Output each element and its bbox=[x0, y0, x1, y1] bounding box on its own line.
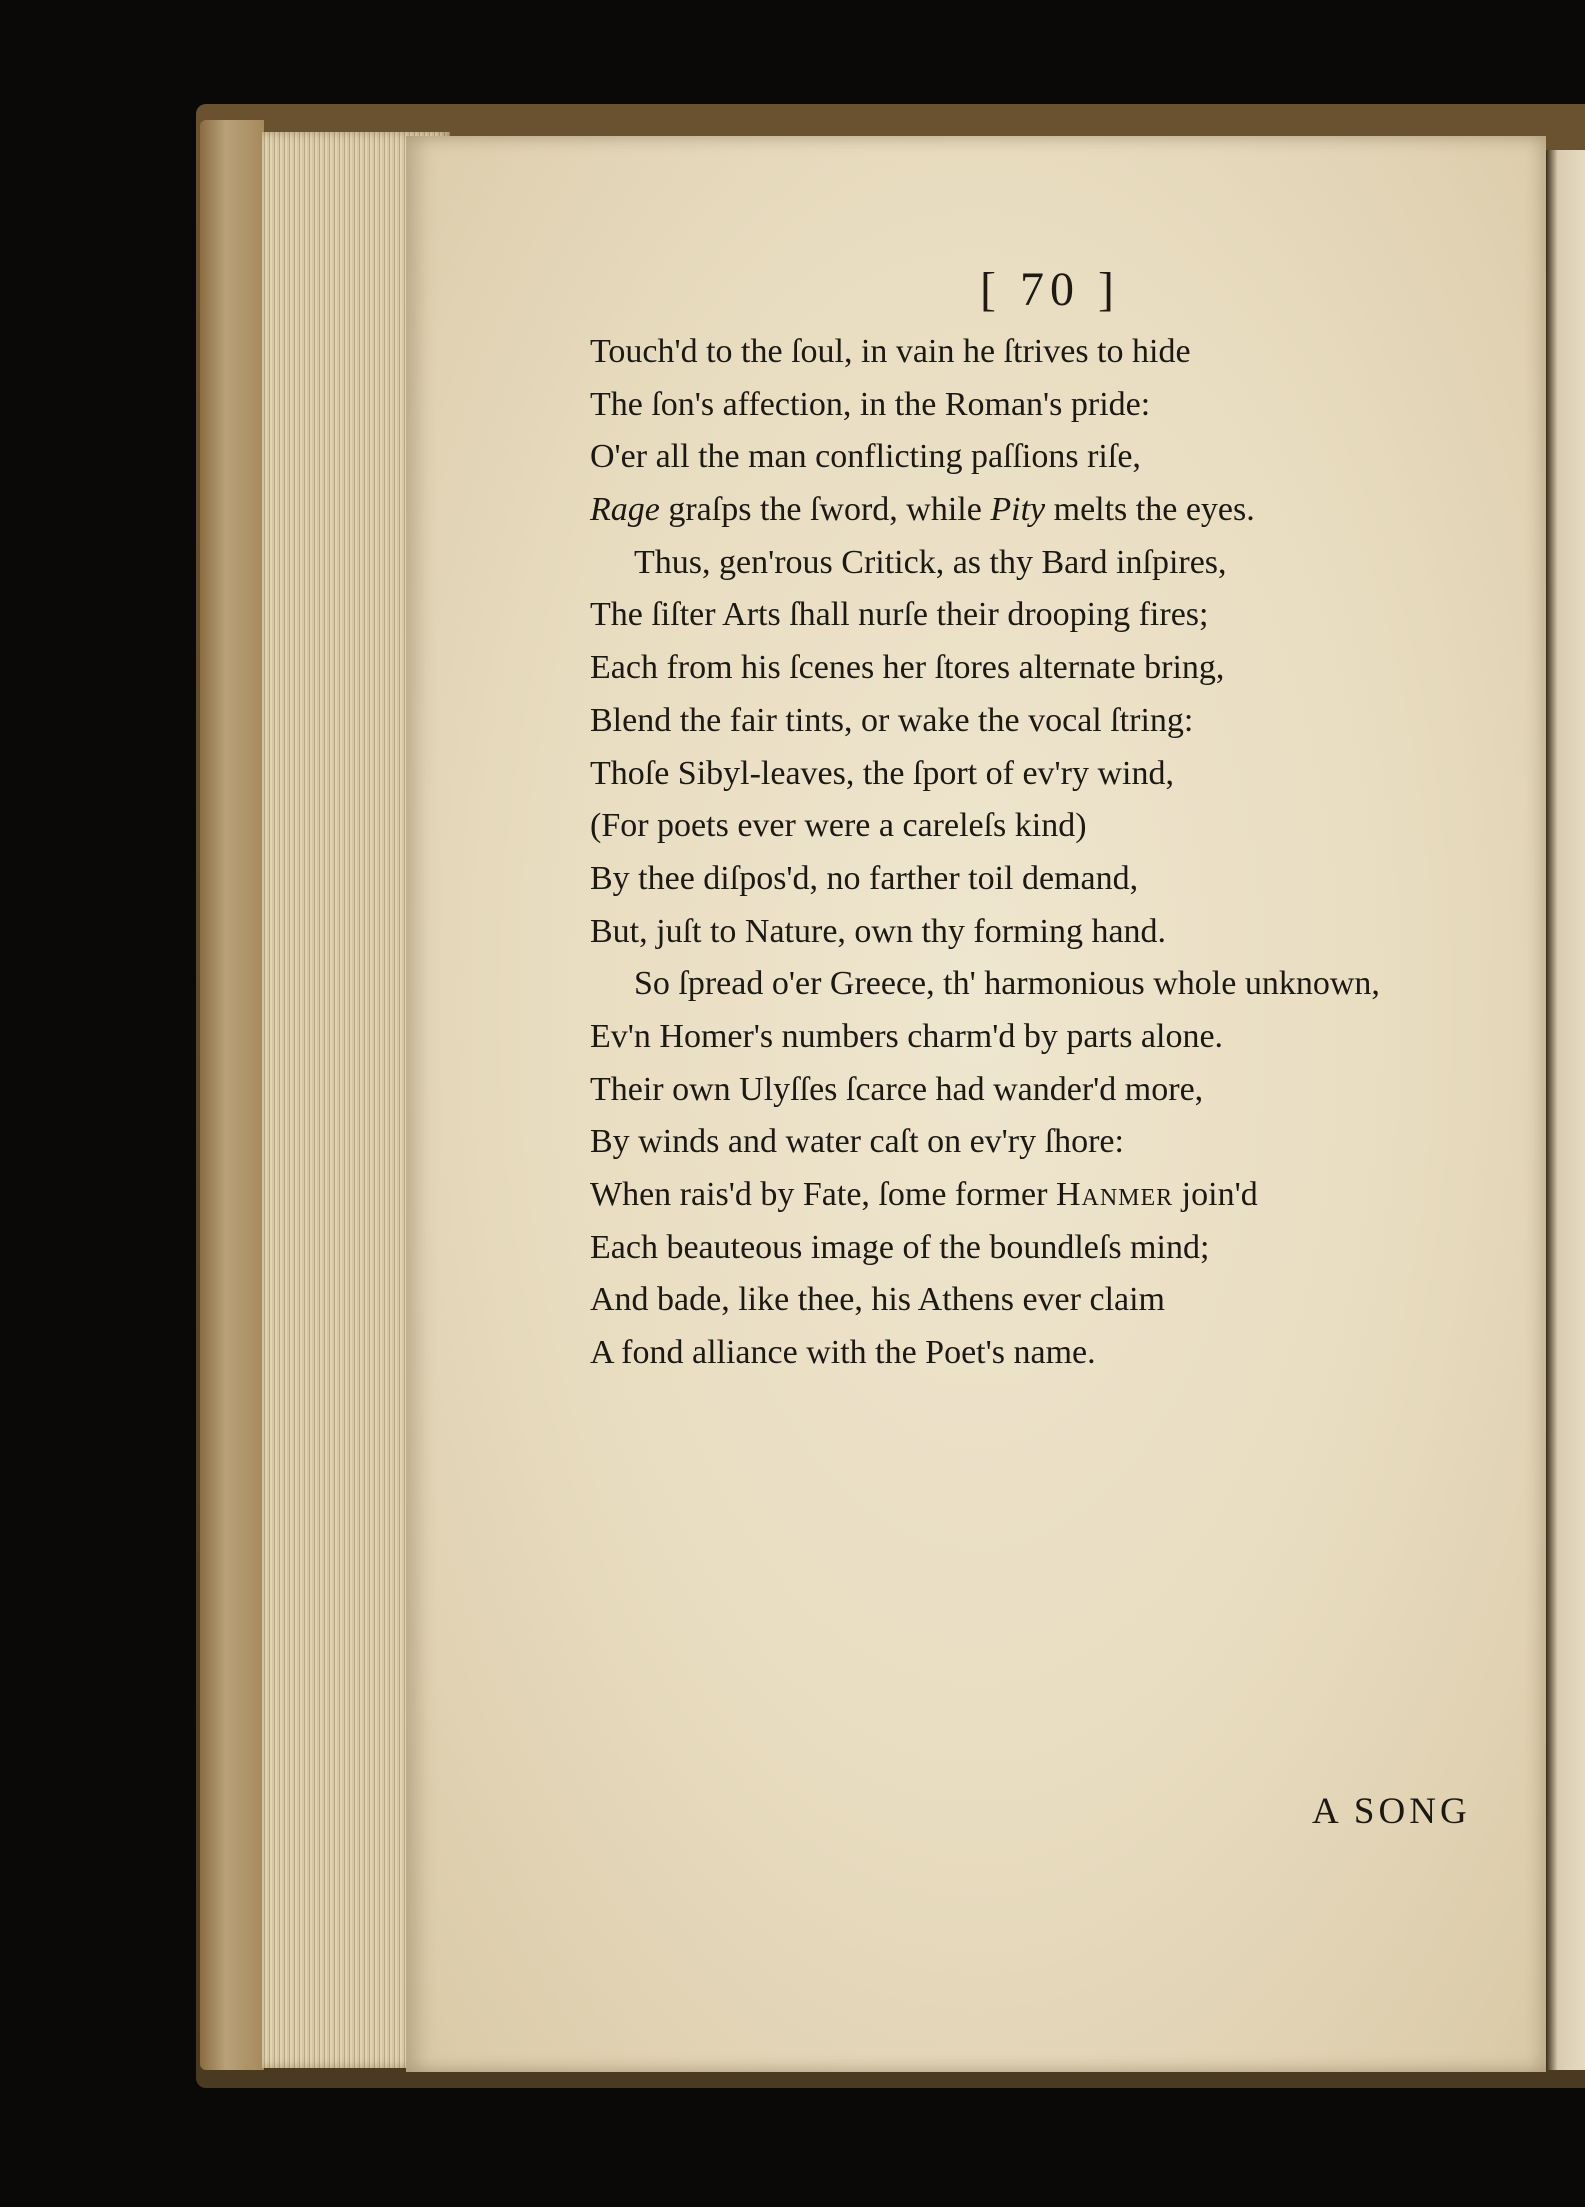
book-spine-edge bbox=[200, 120, 264, 2070]
poem-line: Thoſe Sibyl-leaves, the ſport of ev'ry wind, bbox=[590, 754, 1174, 792]
poem-line-part: melts the eyes. bbox=[1045, 491, 1255, 529]
poem-line: By thee diſpos'd, no farther toil demand, bbox=[590, 859, 1139, 897]
poem-line bbox=[590, 1169, 1530, 1222]
poem-line: The ſiſter Arts ſhall nurſe their drooping fires; bbox=[590, 596, 1209, 634]
poem-line: So ſpread o'er Greece, th' harmonious whole unknown, bbox=[634, 965, 1380, 1003]
poem-line: By winds and water caſt on ev'ry ſhore: bbox=[590, 1123, 1124, 1161]
poem-line: Their own Ulyſſes ſcarce had wander'd more, bbox=[590, 1070, 1204, 1108]
poem-line: Touch'd to the ſoul, in vain he ſtrives to hide bbox=[590, 333, 1191, 370]
poem-line: And bade, like thee, his Athens ever claim bbox=[590, 1281, 1165, 1319]
poem-line bbox=[590, 484, 1530, 537]
poem-line: (For poets ever were a careleſs kind) bbox=[590, 807, 1087, 845]
italic-word: Rage bbox=[590, 491, 660, 529]
small-caps-name: Hanmer bbox=[1055, 1176, 1174, 1213]
italic-word: Pity bbox=[990, 491, 1046, 529]
poem-line-part: join'd bbox=[1173, 1176, 1258, 1213]
poem-line-part: When rais'd by Fate, ſome former bbox=[590, 1176, 1056, 1213]
poem-line: Ev'n Homer's numbers charm'd by parts alone. bbox=[590, 1017, 1224, 1055]
poem-line: The ſon's affection, in the Roman's pride: bbox=[590, 385, 1151, 423]
poem-line: Each from his ſcenes her ſtores alternate bring, bbox=[590, 649, 1225, 687]
poem-line: Thus, gen'rous Critick, as thy Bard inſpires, bbox=[634, 543, 1227, 581]
poem-line: O'er all the man conflicting paſſions riſe, bbox=[590, 438, 1141, 476]
poem-line: Blend the fair tints, or wake the vocal ſtring: bbox=[590, 701, 1194, 739]
poem-text bbox=[590, 326, 1530, 1380]
poem-line: But, juſt to Nature, own thy forming hand. bbox=[590, 912, 1167, 950]
poem-line-part: graſps the ſword, while bbox=[659, 491, 991, 529]
poem-line: Each beauteous image of the boundleſs mind; bbox=[590, 1228, 1210, 1266]
poem-line: A fond alliance with the Poet's name. bbox=[590, 1334, 1096, 1372]
page-number: [ 70 ] bbox=[980, 263, 1120, 316]
facing-page-edge bbox=[1546, 150, 1585, 2070]
catchword: A SONG bbox=[1312, 1791, 1471, 1832]
